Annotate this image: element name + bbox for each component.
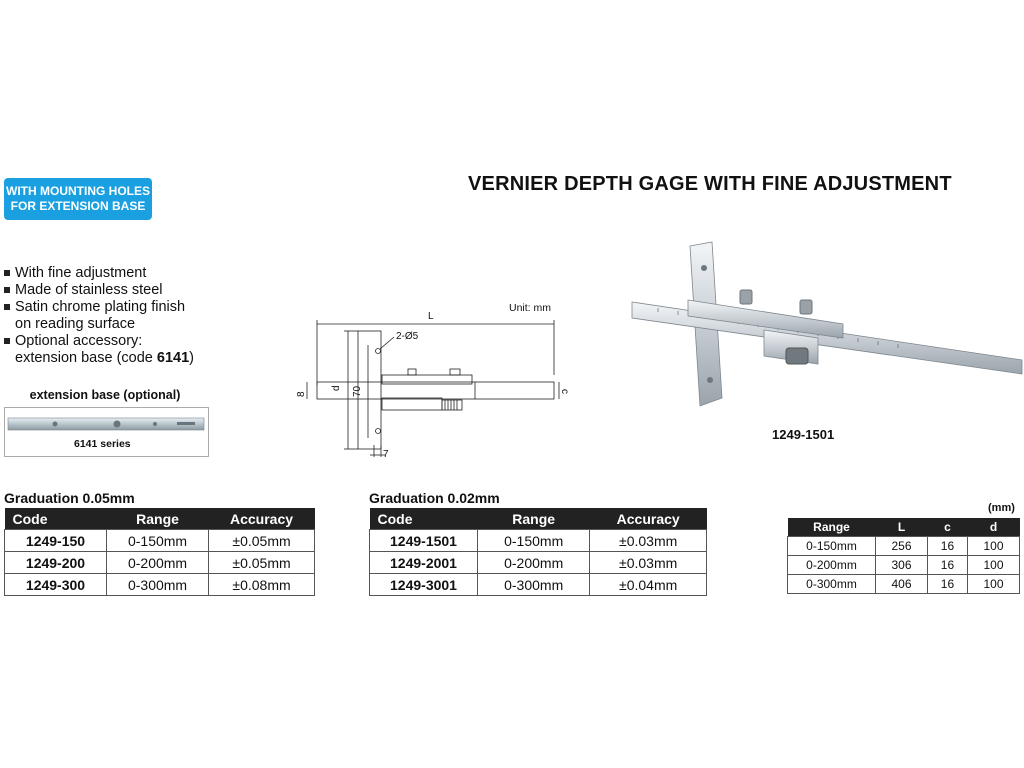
dim-label-c: c <box>559 389 570 394</box>
table-header-row <box>788 518 1020 537</box>
feature-text: Satin chrome plating finish <box>15 299 186 315</box>
table-row <box>370 530 707 552</box>
table-row <box>788 537 1020 556</box>
col-accuracy: Accuracy <box>209 508 315 530</box>
feature-text-cont: extension base (code <box>15 350 157 366</box>
feature-text: Made of stainless steel <box>15 282 163 298</box>
table-row <box>5 552 315 574</box>
table-row <box>370 552 707 574</box>
feature-text-cont: on reading surface <box>15 316 136 332</box>
table-row <box>370 574 707 596</box>
d-cell: 100 <box>968 537 1020 556</box>
c-cell: 16 <box>927 575 967 594</box>
accuracy-cell: ±0.03mm <box>590 530 707 552</box>
badge-line-2: FOR EXTENSION BASE <box>10 199 146 213</box>
col-L: L <box>876 518 928 537</box>
table-row <box>5 574 315 596</box>
range-cell: 0-200mm <box>478 552 590 574</box>
code-cell: 1249-300 <box>5 574 107 596</box>
depth-gage-photo <box>628 238 1024 418</box>
bullet-icon <box>4 270 10 276</box>
feature-text: With fine adjustment <box>15 265 147 281</box>
range-cell: 0-200mm <box>107 552 209 574</box>
col-accuracy: Accuracy <box>590 508 707 530</box>
dim-label-70: 70 <box>352 385 363 397</box>
dimension-unit-label: (mm) <box>988 502 1015 514</box>
range-cell: 0-150mm <box>107 530 209 552</box>
feature-text-end: ) <box>189 350 194 366</box>
range-cell: 0-150mm <box>788 537 876 556</box>
diagram-unit-label: Unit: mm <box>509 302 551 314</box>
bullet-icon <box>4 287 10 293</box>
table-header-row <box>370 508 707 530</box>
feature-item <box>4 333 234 367</box>
L-cell: 306 <box>876 556 928 575</box>
c-cell: 16 <box>927 537 967 556</box>
badge-line-1: WITH MOUNTING HOLES <box>6 184 150 198</box>
accuracy-cell: ±0.05mm <box>209 530 315 552</box>
code-cell: 1249-200 <box>5 552 107 574</box>
col-range: Range <box>478 508 590 530</box>
L-cell: 406 <box>876 575 928 594</box>
L-cell: 256 <box>876 537 928 556</box>
accuracy-cell: ±0.05mm <box>209 552 315 574</box>
range-cell: 0-150mm <box>478 530 590 552</box>
range-cell: 0-300mm <box>107 574 209 596</box>
code-cell: 1249-150 <box>5 530 107 552</box>
dim-label-8: 8 <box>296 391 307 397</box>
page-title: VERNIER DEPTH GAGE WITH FINE ADJUSTMENT <box>468 173 952 195</box>
spec-table-002 <box>369 508 707 596</box>
technical-diagram <box>290 305 570 465</box>
dimension-table <box>787 518 1020 594</box>
col-code: Code <box>370 508 478 530</box>
product-photo-label: 1249-1501 <box>772 427 835 442</box>
extension-series-label: 6141 series <box>74 438 131 450</box>
bullet-icon <box>4 338 10 344</box>
bullet-icon <box>4 304 10 310</box>
dim-label-L: L <box>428 311 434 322</box>
col-c: c <box>927 518 967 537</box>
code-cell: 1249-1501 <box>370 530 478 552</box>
feature-list <box>4 265 234 367</box>
code-cell: 1249-3001 <box>370 574 478 596</box>
table-row <box>788 556 1020 575</box>
dim-label-7: 7 <box>383 449 389 460</box>
feature-text: Optional accessory: <box>15 333 143 349</box>
table-row <box>788 575 1020 594</box>
dim-label-holes: 2-Ø5 <box>396 331 419 342</box>
code-cell: 1249-2001 <box>370 552 478 574</box>
spec-table-005 <box>4 508 315 596</box>
c-cell: 16 <box>927 556 967 575</box>
mounting-holes-badge <box>4 178 152 220</box>
range-cell: 0-200mm <box>788 556 876 575</box>
graduation-label-1: Graduation 0.05mm <box>4 490 135 506</box>
d-cell: 100 <box>968 575 1020 594</box>
col-d: d <box>968 518 1020 537</box>
feature-item <box>4 282 234 299</box>
accuracy-cell: ±0.08mm <box>209 574 315 596</box>
feature-item <box>4 299 234 333</box>
accuracy-cell: ±0.03mm <box>590 552 707 574</box>
d-cell: 100 <box>968 556 1020 575</box>
dim-label-d: d <box>331 385 342 391</box>
extension-base-label: extension base (optional) <box>29 388 181 402</box>
table-row <box>5 530 315 552</box>
range-cell: 0-300mm <box>788 575 876 594</box>
range-cell: 0-300mm <box>478 574 590 596</box>
graduation-label-2: Graduation 0.02mm <box>369 490 500 506</box>
col-range: Range <box>788 518 876 537</box>
col-range: Range <box>107 508 209 530</box>
feature-item <box>4 265 234 282</box>
extension-code: 6141 <box>156 350 190 366</box>
table-header-row <box>5 508 315 530</box>
col-code: Code <box>5 508 107 530</box>
accuracy-cell: ±0.04mm <box>590 574 707 596</box>
